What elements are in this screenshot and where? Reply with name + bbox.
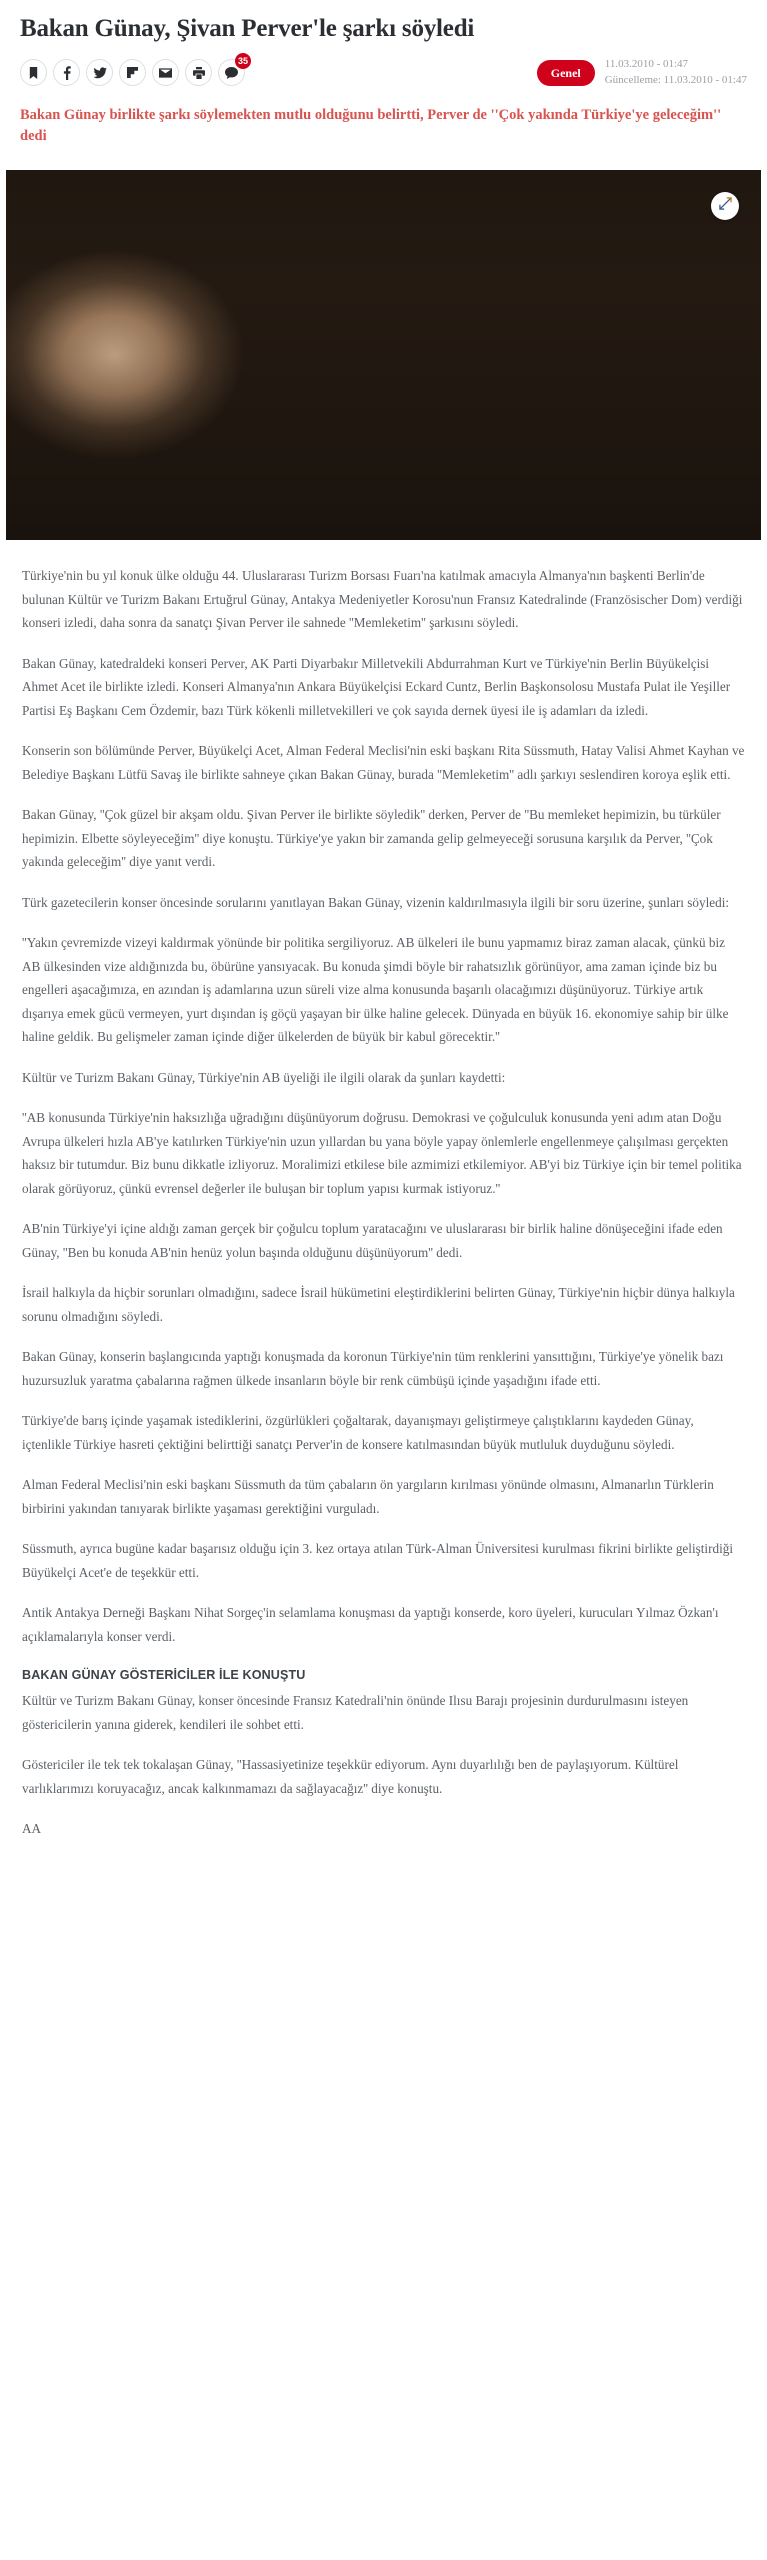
twitter-button[interactable] xyxy=(86,59,113,86)
print-icon xyxy=(193,67,205,79)
published-date: 11.03.2010 - 01:47 xyxy=(604,57,689,70)
hero-image[interactable] xyxy=(6,170,761,560)
print-button[interactable] xyxy=(185,59,212,86)
expand-image-button[interactable] xyxy=(711,192,739,220)
bookmark-button[interactable] xyxy=(20,59,47,86)
headline-container xyxy=(0,0,767,45)
paragraph: Alman Federal Meclisi'nin eski başkanı Süssmuth da tüm çabaların ön yargıların kırılması yönünde olmasını, Almanarlın Türklerin birbirini yakından tanıyarak birlikte yaşaması gerektiğini vurguladı. xyxy=(22,1477,714,1516)
expand-arrows-icon xyxy=(719,197,732,215)
article-spot: Bakan Günay birlikte şarkı söylemekten mutlu olduğunu belirtti, Perver de ''Çok yakında Türkiye'ye geleceğim'' dedi xyxy=(20,106,722,145)
article-body xyxy=(0,540,767,1871)
paragraph: İsrail halkıyla da hiçbir sorunları olmadığını, sadece İsrail hükümetini eleştirdiklerini belirten Günay, Türkiye'nin hiçbir dünya halkıyla sorunu olmadığını söyledi. xyxy=(22,1285,735,1324)
bookmark-icon xyxy=(29,67,38,79)
paragraph: Bakan Günay, ''Çok güzel bir akşam oldu. Şivan Perver ile birlikte söyledik'' derken, Perver de ''Bu memleket hepimizin, bu türküler hepimizin. Elbette söyleyeceğim'' diye konuştu. Türkiye'ye yakın bir zamanda gelip gelmeyeceği sorusuna karşılık da Perver, ''Çok yakında geleceğim'' diye yanıt verdi. xyxy=(22,807,721,869)
paragraph: Göstericiler ile tek tek tokalaşan Günay, ''Hassasiyetinize teşekkür ediyorum. Aynı duyarlılığı ben de paylaşıyorum. Kültürel varlıklarımızı koruyacağız, ancak kalkınmamazı da sağlayacağız'' diye konuştu. xyxy=(22,1757,679,1796)
paragraph: Türk gazetecilerin konser öncesinde sorularını yanıtlayan Bakan Günay, vizenin kaldırılmasıyla ilgili bir soru üzerine, şunları söyledi: xyxy=(22,894,730,910)
flipboard-icon xyxy=(127,67,138,78)
paragraph: AB'nin Türkiye'yi içine aldığı zaman gerçek bir çoğulcu toplum yaratacağını ve uluslararası bir birlik haline dönüşeceğini ifade eden Günay, ''Ben bu konuda AB'nin henüz yolun başında olduğunu düşünüyorum'' dedi. xyxy=(22,1221,723,1260)
paragraph: Türkiye'de barış içinde yaşamak istediklerini, özgürlükleri çoğaltarak, dayanışmayı geliştirmeye çalıştıklarını kaydeden Günay, içtenlikle Türkiye hasreti çektiğini belirttiği sanatçı Perver'in de konsere katılmasından büyük mutluluk duyduğunu söyledi. xyxy=(22,1413,694,1452)
paragraph: Süssmuth, ayrıca bugüne kadar başarısız olduğu için 3. kez ortaya atılan Türk-Alman Üniversitesi kurulması fikrini birlikte geliştirdiği Büyükelçi Acet'e de teşekkür etti. xyxy=(22,1541,733,1580)
paragraph: Türkiye'nin bu yıl konuk ülke olduğu 44. Uluslararası Turizm Borsası Fuarı'na katılmak amacıyla Almanya'nın başkenti Berlin'de bulunan Kültür ve Turizm Bakanı Ertuğrul Günay, Antakya Medeniyetler Korosu'nun Fransız Katedralinde (Französischer Dom) verdiği konseri izledi, daha sonra da sanatçı Şivan Perver ile sahnede ''Memleketim'' şarkısını söyledi. xyxy=(22,568,743,630)
twitter-icon xyxy=(93,67,107,79)
page-title: Bakan Günay, Şivan Perver'le şarkı söyledi xyxy=(20,15,475,42)
article-meta-bar xyxy=(0,45,767,89)
meta-right-group xyxy=(537,57,747,89)
article-source: AA xyxy=(22,1821,42,1837)
article-dates xyxy=(605,57,747,89)
paragraph: Antik Antakya Derneği Başkanı Nihat Sorgeç'in selamlama konuşması da yaptığı konserde, koro üyeleri, kurucuları Yılmaz Özkan'ı açıklamalarıyla konser verdi. xyxy=(22,1605,719,1644)
updated-date: Güncelleme: 11.03.2010 - 01:47 xyxy=(604,73,747,86)
comment-icon xyxy=(225,67,238,79)
comment-count-badge: 35 xyxy=(235,53,251,69)
paragraph: Kültür ve Turizm Bakanı Günay, konser öncesinde Fransız Katedrali'nin önünde Ilısu Barajı projesinin durdurulmasını isteyen göstericilerin yanına giderek, kendileri ile sohbet etti. xyxy=(22,1693,689,1732)
paragraph: ''AB konusunda Türkiye'nin haksızlığa uğradığını düşünüyorum doğrusu. Demokrasi ve çoğulculuk konusunda yeni adım atan Doğu Avrupa ülkeleri hızla AB'ye katılırken Türkiye'nin uzun yıllardan bu yana böyle yapay önlemlerle engellenmeye çalışılması gerçekten haksız bir tutumdur. Biz bunu dikkatle izliyoruz. Moralimizi etkilese bile azmimizi etkilemiyor. AB'yi biz Türkiye için bir temel politika olarak görüyoruz, çünkü evrensel değerler ile buluşan bir toplum yapısı kurmak istiyoruz.'' xyxy=(22,1110,742,1196)
email-icon xyxy=(159,68,172,78)
facebook-button[interactable] xyxy=(53,59,80,86)
email-button[interactable] xyxy=(152,59,179,86)
category-badge[interactable]: Genel xyxy=(537,60,595,86)
comment-button[interactable] xyxy=(218,56,248,86)
paragraph: Kültür ve Turizm Bakanı Günay, Türkiye'nin AB üyeliği ile ilgili olarak da şunları kaydetti: xyxy=(22,1069,506,1085)
facebook-icon xyxy=(63,66,71,80)
paragraph: Konserin son bölümünde Perver, Büyükelçi Acet, Alman Federal Meclisi'nin eski başkanı Rita Süssmuth, Hatay Valisi Ahmet Kayhan ve Belediye Başkanı Lütfü Savaş ile birlikte sahneye çıkan Bakan Günay, burada ''Memleketim'' adlı şarkıyı seslendiren koroya eşlik etti. xyxy=(22,743,745,782)
share-toolbar xyxy=(20,56,248,86)
section-subheading: BAKAN GÜNAY GÖSTERİCİLER İLE KONUŞTU xyxy=(22,1668,306,1682)
flipboard-button[interactable] xyxy=(119,59,146,86)
paragraph: ''Yakın çevremizde vizeyi kaldırmak yönünde bir politika sergiliyoruz. AB ülkeleri ile bunu yapmamız biraz zaman alacak, çünkü biz AB ülkesinden vize aldığınızda bu, öbürüne yansıyacak. Bu konuda şimdi böyle bir rahatsızlık görünüyor, ama zaman içinde biz bu engelleri aşacağımıza, en azından iş adamlarına uzun süreli vize alma konusunda başarılı olacağımızı düşünüyoruz. Türkiye artık dışarıya emek gücü vermeyen, yurt dışından iş göçü yaşayan bir ülke haline gelecek. Dünyada en büyük 16. ekonomiye sahip bir ülke haline geldik. Bu gelişmeler zaman içinde diğer ülkelerden de büyük bir kabul görecektir.'' xyxy=(22,935,729,1044)
hero-gradient-overlay xyxy=(6,170,761,560)
paragraph: Bakan Günay, katedraldeki konseri Perver, AK Parti Diyarbakır Milletvekili Abdurrahman Kurt ve Türkiye'nin Berlin Büyükelçisi Ahmet Acet ile birlikte izledi. Konseri Almanya'nın Ankara Büyükelçisi Eckard Cuntz, Berlin Başkonsolosu Mustafa Pulat ile Yeşiller Partisi Eş Başkanı Cem Özdemir, bazı Türk kökenli milletvekilleri ve çok sayıda dernek üyesi ile iş adamları da izledi. xyxy=(22,655,731,718)
paragraph: Bakan Günay, konserin başlangıcında yaptığı konuşmada da koronun Türkiye'nin tüm renklerini yansıttığını, Türkiye'ye yönelik bazı huzursuzluk yaratma çabalarına rağmen ülkede insanların böyle bir renk cümbüşü içinde yaşadığını ifade etti. xyxy=(22,1349,724,1388)
